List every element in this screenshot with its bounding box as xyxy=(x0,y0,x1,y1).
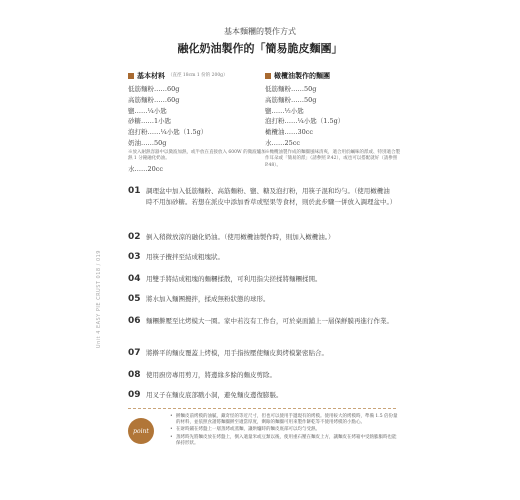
square-bullet-icon xyxy=(265,73,271,79)
tip-item xyxy=(170,427,398,433)
step-item xyxy=(128,186,396,208)
point-badge-icon: point xyxy=(128,418,154,444)
oil-ingredients-title: 橄欖油製作的麵團 xyxy=(274,71,330,80)
oil-ingredients-header xyxy=(265,70,403,82)
ingredient-item: 泡打粉……¼小匙（1.5g） xyxy=(128,128,208,137)
step-text: 用筷子攪拌至結成粗塊狀。 xyxy=(146,253,224,261)
step-item xyxy=(128,252,396,263)
step-item xyxy=(128,370,396,381)
ingredient-item: 橄欖油……30cc xyxy=(265,128,314,137)
ingredient-item: 低筋麵粉……60g xyxy=(128,85,180,93)
divider xyxy=(128,408,396,409)
step-text: 使用廚房專用剪刀，將邊緣多餘的麵皮剪除。 xyxy=(146,371,276,379)
basic-ingredients-title: 基本材料 xyxy=(137,71,165,80)
step-number: 07 xyxy=(128,348,141,358)
step-text: 將水加入麵團攪拌，揉成無粉狀態的球形。 xyxy=(146,295,270,303)
step-number: 02 xyxy=(128,232,141,242)
step-number: 06 xyxy=(128,316,141,326)
basic-ingredients-header xyxy=(128,70,266,82)
bullet-icon: • xyxy=(170,414,173,419)
step-number: 04 xyxy=(128,274,141,284)
step-item xyxy=(128,232,396,243)
tip-item xyxy=(170,435,398,447)
step-text: 調理盆中加入低筋麵粉、高筋麵粉、鹽、糖及泡打粉，用筷子混和均勻。（使用橄欖油時不用加砂糖。若想在派皮中添加香草或堅果等食材，則於此步驟一併放入調理盆中。） xyxy=(146,187,397,206)
step-number: 08 xyxy=(128,370,141,380)
ingredient-item: 奶油……50g xyxy=(128,138,167,147)
step-text: 用叉子在麵皮底部戳小洞，避免麵皮邊復膨脹。 xyxy=(146,391,283,399)
tip-text: 蒸烤時先將麵皮放在烤盤上，倒入適量米或豆類以後，使用重石壓在麵皮上方，讓麵皮在烤箱中受熱膨脹時也能保持形狀。 xyxy=(176,434,397,446)
ingredient-item: 砂糖……1小匙 xyxy=(128,117,172,126)
step-text: 用雙手將結成粗塊的麵糰揉散，可利用指尖搓揉將麵糰揉開。 xyxy=(146,275,322,283)
step-number: 03 xyxy=(128,252,141,262)
step-item xyxy=(128,390,396,401)
ingredient-note: ※放入耐熱容器中以微波加熱，或半放在直接放入 600W 的微波爐加熱 1 分鐘融化奶油。 xyxy=(128,149,266,162)
step-number: 05 xyxy=(128,294,141,304)
square-bullet-icon xyxy=(128,73,134,79)
tip-text: 在財時鋪在烤盤上一層蒸烤或蒸麵，讓烘爐時的麵皮底部可以均勻受熱。 xyxy=(176,427,320,433)
ingredient-item: 水……20cc xyxy=(128,164,164,173)
side-label: Unit 4 EASY PIE CRUST 018 / 019 xyxy=(96,250,102,349)
basic-ingredients-column xyxy=(128,70,266,175)
ingredient-item: 低筋麵粉……50g xyxy=(265,85,317,93)
step-number: 01 xyxy=(128,186,141,196)
step-item xyxy=(128,348,396,359)
step-item xyxy=(128,294,396,305)
oil-ingredients-column xyxy=(265,70,403,170)
ingredient-item: 高筋麵粉……60g xyxy=(128,95,180,104)
ingredient-item: 泡打粉……¼小匙（1.5g） xyxy=(265,117,345,126)
page-title: 融化奶油製作的「簡易脆皮麵團」 xyxy=(177,42,343,55)
step-text: 倒入稍微放涼的融化奶油。（使用橄欖油製作時，則加入橄欖油。） xyxy=(146,233,335,241)
ingredient-item: 高筋麵粉……50g xyxy=(265,95,317,104)
basic-ingredients-subtitle: （直徑 18cm 1 份的 200g） xyxy=(168,72,228,78)
tip-item xyxy=(170,414,398,426)
step-item xyxy=(128,316,396,327)
step-text: 麵糰擀壓至比烤模大一圈。家中若沒有工作台，可於桌面鋪上一層保鮮膜再進行作業。 xyxy=(146,317,393,325)
tip-text: 擀麵皮前烤模的油膩，藏奇怪的等近尺寸，但也可以使用手邊現有的烤模。使用較大的烤模時，準備 1.5 倍份量的材料，並依照食譜將麵團擀至適當厚度，剩餘的麵團可用來製作餅乾等不使用烤模的小點心。 xyxy=(176,414,398,426)
section-subtitle: 基本麵糰的製作方式 xyxy=(224,27,296,36)
ingredient-item: 水……25cc xyxy=(265,138,301,147)
step-item xyxy=(128,274,396,285)
step-text: 將擀平的麵皮覆蓋上烤模，用手指按壓使麵皮與烤模緊密貼合。 xyxy=(146,349,328,357)
step-number: 09 xyxy=(128,390,141,400)
tips-list xyxy=(170,414,398,448)
bullet-icon: • xyxy=(170,427,173,433)
ingredient-item: 鹽……¼小匙 xyxy=(128,106,167,115)
ingredient-note: ※橄欖油製作成的麵團風味清爽，適合用於鹹味的派或、特別適合製作耳朵或「簡易的派」（請參照 P.42），或也可以搭配就好（請參照 P.48）。 xyxy=(265,149,400,168)
bullet-icon: • xyxy=(170,434,173,440)
ingredient-item: 鹽……½小匙 xyxy=(265,106,304,115)
